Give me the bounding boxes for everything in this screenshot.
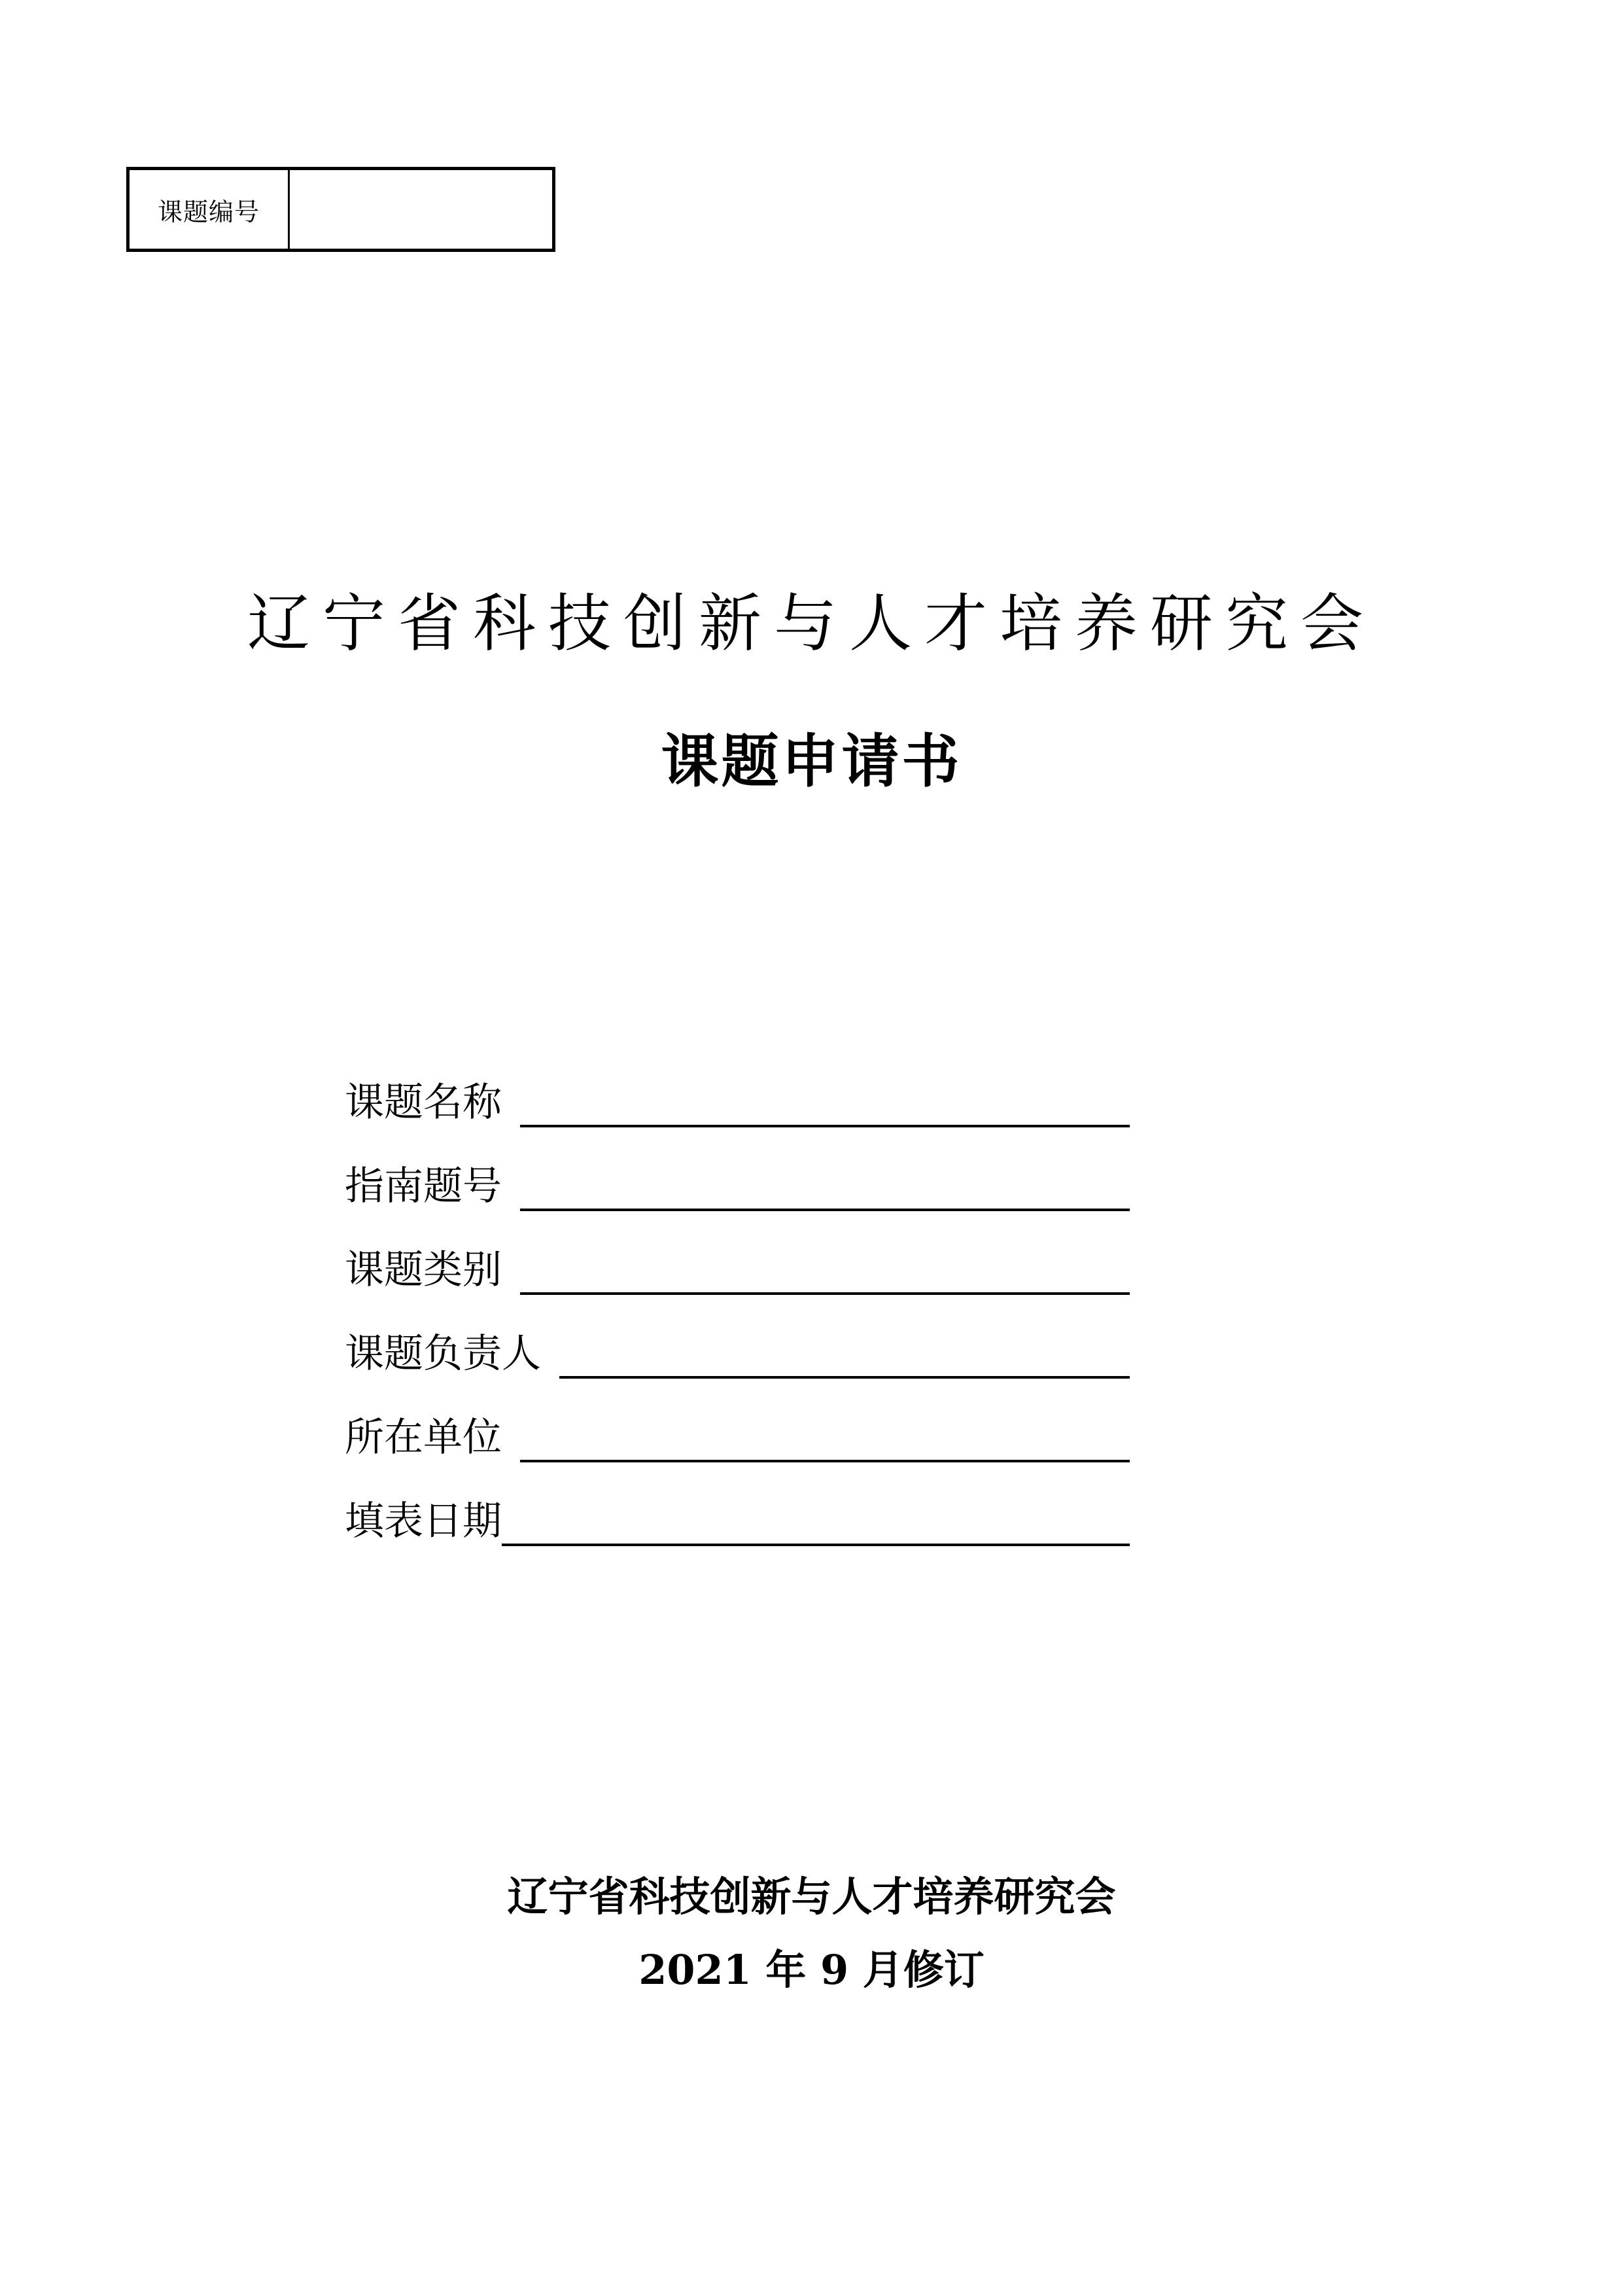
form-field-principal (345, 1301, 1130, 1385)
field-label: 填表日期 (345, 1498, 502, 1544)
footer-revision-date: 2021 年 9 月修订 (638, 1946, 985, 1994)
application-form (345, 1050, 1130, 1553)
form-field-institution (345, 1385, 1130, 1469)
form-field-category (345, 1218, 1130, 1301)
project-name-input[interactable] (520, 1087, 1130, 1127)
document-title: 课题申请书 (661, 728, 962, 795)
field-label: 课题名称 (345, 1080, 502, 1125)
guide-number-input[interactable] (520, 1171, 1130, 1211)
footer-organization: 辽宁省科技创新与人才培养研究会 (507, 1873, 1116, 1920)
fill-date-input[interactable] (502, 1506, 1130, 1546)
principal-input[interactable] (559, 1338, 1130, 1379)
project-number-input[interactable] (290, 170, 552, 249)
form-field-project-name (345, 1050, 1130, 1134)
category-input[interactable] (520, 1254, 1130, 1295)
field-label: 指南题号 (345, 1163, 502, 1209)
institution-input[interactable] (520, 1422, 1130, 1462)
project-number-label: 课题编号 (130, 170, 290, 249)
form-field-fill-date (345, 1469, 1130, 1553)
field-label: 课题负责人 (345, 1331, 541, 1377)
field-label: 课题类别 (345, 1247, 502, 1293)
project-number-box (126, 167, 555, 252)
field-label: 所在单位 (345, 1415, 502, 1460)
organization-title: 辽宁省科技创新与人才培养研究会 (247, 587, 1376, 660)
form-field-guide-number (345, 1134, 1130, 1218)
